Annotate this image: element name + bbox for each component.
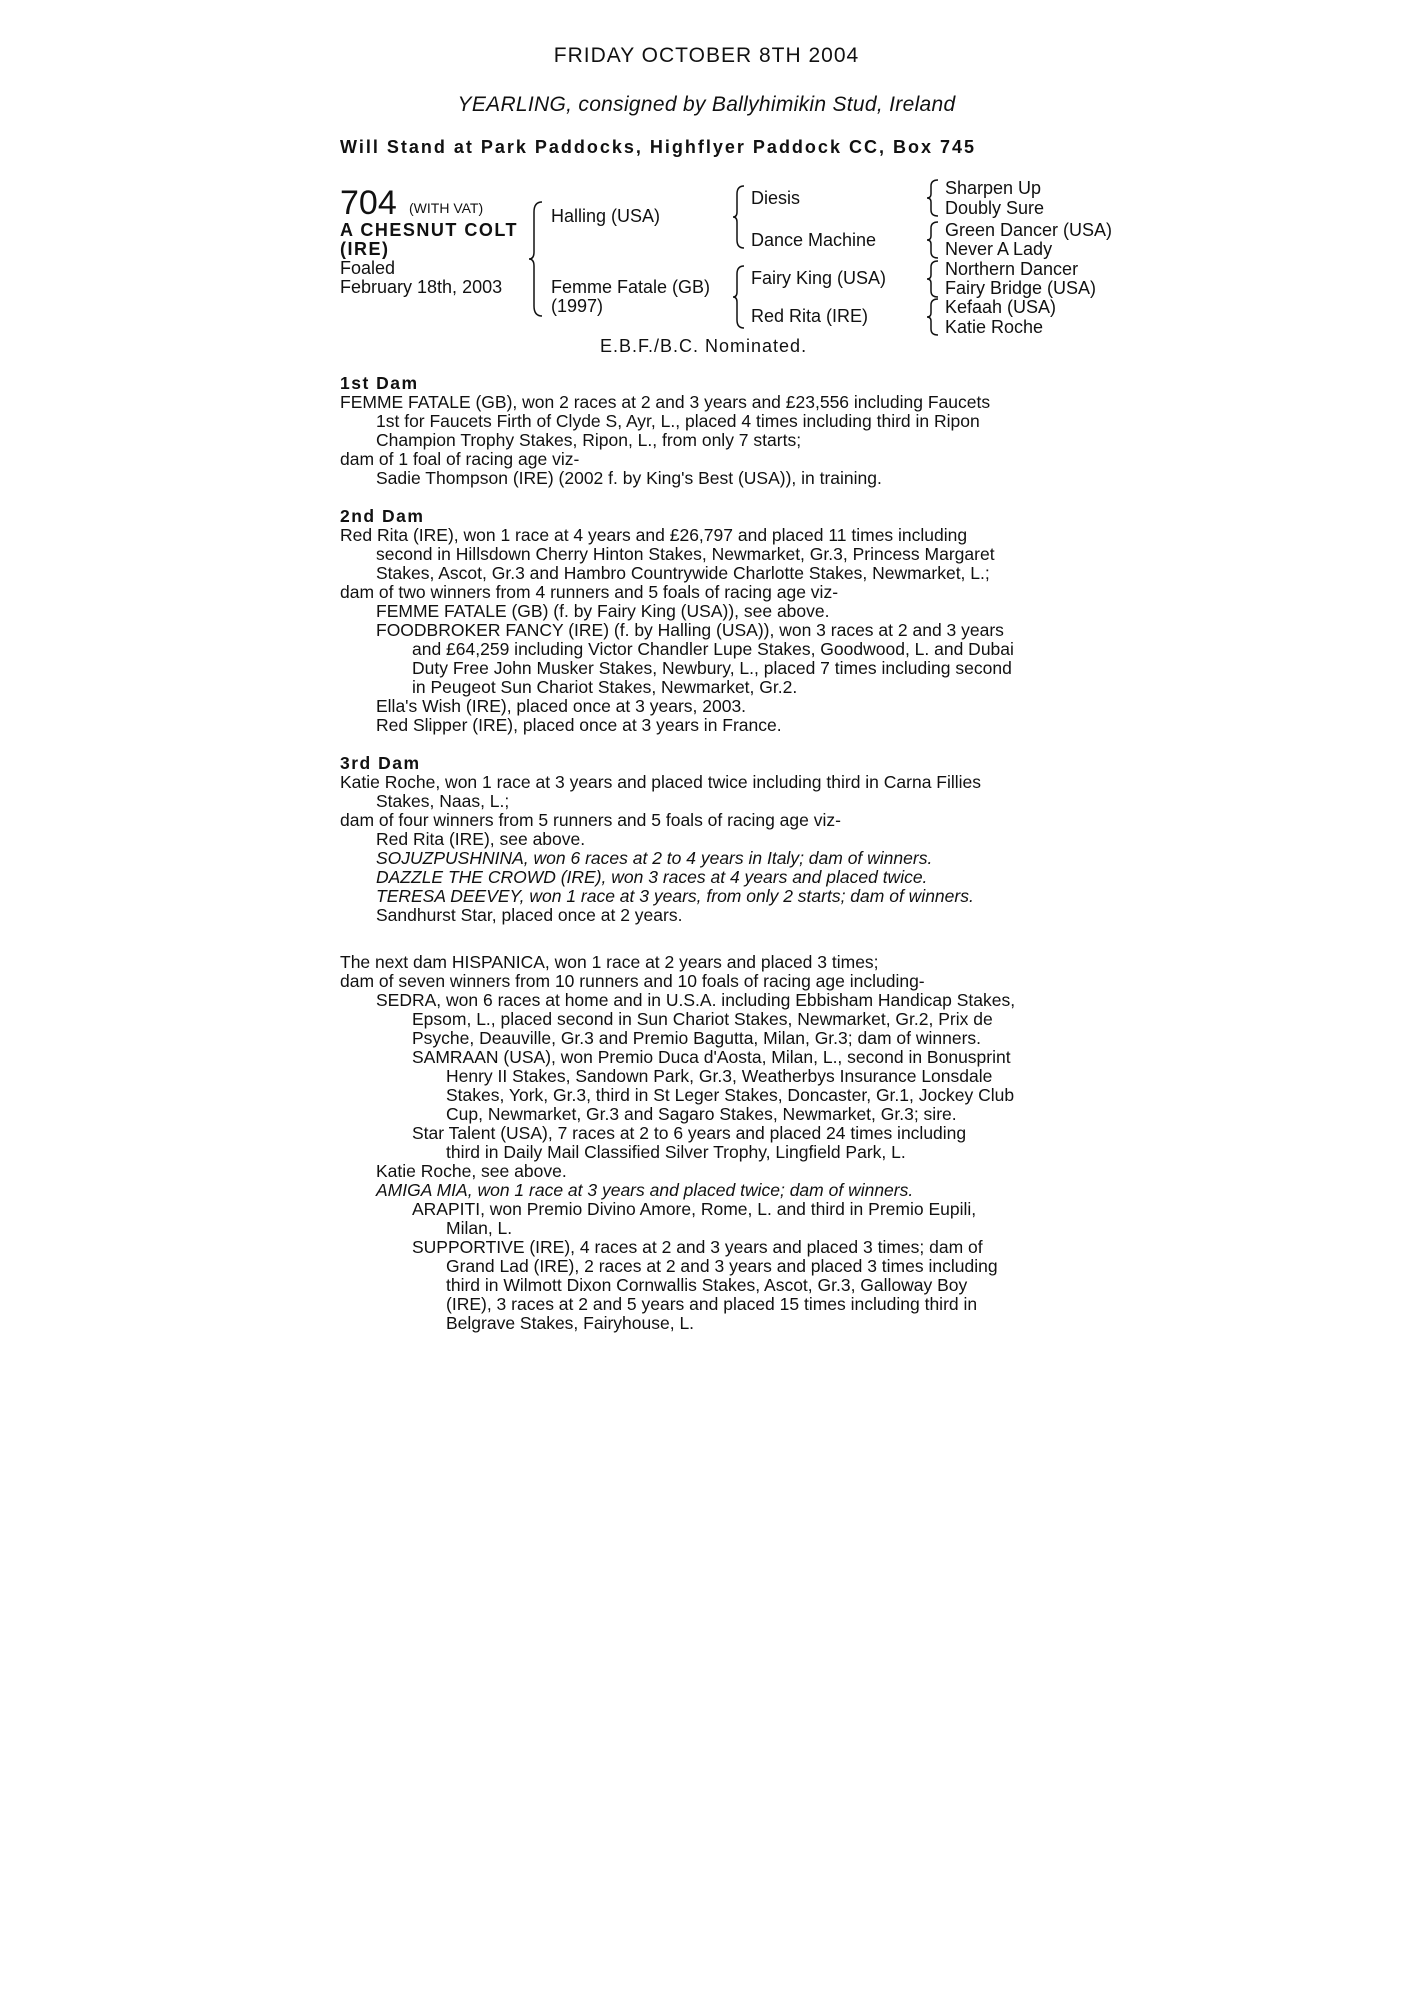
- pedigree-gg3: Green Dancer (USA): [945, 220, 1113, 240]
- pedigree-dam-year: (1997): [551, 296, 604, 316]
- foaled-label: Foaled: [340, 258, 396, 278]
- text-line: ARAPITI, won Premio Divino Amore, Rome, L. and third in Premio Eupili,: [412, 1199, 977, 1219]
- pedigree-gg8: Katie Roche: [945, 317, 1044, 337]
- text-line: SOJUZPUSHNINA, won 6 races at 2 to 4 years in Italy; dam of winners.: [376, 848, 933, 868]
- text-line: Duty Free John Musker Stakes, Newbury, L., placed 7 times including second: [412, 658, 1012, 678]
- consignment-line: YEARLING, consigned by Ballyhimikin Stud, Ireland: [457, 93, 956, 116]
- text-line: Stakes, Naas, L.;: [376, 791, 510, 811]
- text-line: (IRE), 3 races at 2 and 5 years and placed 15 times including third in: [446, 1294, 978, 1314]
- pedigree-table: [0, 0, 1413, 360]
- text-line: Sadie Thompson (IRE) (2002 f. by King's Best (USA)), in training.: [376, 468, 882, 488]
- pedigree-bracket-g34: [925, 220, 941, 260]
- text-line: Milan, L.: [446, 1218, 513, 1238]
- pedigree-gg1: Sharpen Up: [945, 178, 1042, 198]
- text-line: Belgrave Stakes, Fairyhouse, L.: [446, 1313, 695, 1333]
- text-line: AMIGA MIA, won 1 race at 3 years and placed twice; dam of winners.: [376, 1180, 914, 1200]
- text-line: 1st for Faucets Firth of Clyde S, Ayr, L., placed 4 times including third in Ripon: [376, 411, 980, 431]
- text-line: dam of two winners from 4 runners and 5 foals of racing age viz-: [340, 582, 839, 602]
- section-heading: 3rd Dam: [340, 753, 421, 773]
- text-line: Red Rita (IRE), won 1 race at 4 years and £26,797 and placed 11 times including: [340, 525, 968, 545]
- text-line: Katie Roche, see above.: [376, 1161, 567, 1181]
- section-heading: 2nd Dam: [340, 506, 425, 526]
- pedigree-dam: Femme Fatale (GB): [551, 277, 711, 297]
- text-line: Henry II Stakes, Sandown Park, Gr.3, Weatherbys Insurance Lonsdale: [446, 1066, 993, 1086]
- stand-location: Will Stand at Park Paddocks, Highflyer Paddock CC, Box 745: [340, 137, 976, 157]
- text-line: SUPPORTIVE (IRE), 4 races at 2 and 3 years and placed 3 times; dam of: [412, 1237, 983, 1257]
- text-line: Red Slipper (IRE), placed once at 3 years in France.: [376, 715, 782, 735]
- text-line: second in Hillsdown Cherry Hinton Stakes, Newmarket, Gr.3, Princess Margaret: [376, 544, 995, 564]
- first-dam-section: [340, 374, 1080, 488]
- text-line: Ella's Wish (IRE), placed once at 3 years, 2003.: [376, 696, 747, 716]
- text-line: Champion Trophy Stakes, Ripon, L., from only 7 starts;: [376, 430, 802, 450]
- pedigree-gg6: Fairy Bridge (USA): [945, 278, 1097, 298]
- text-line: SEDRA, won 6 races at home and in U.S.A. including Ebbisham Handicap Stakes,: [376, 990, 1016, 1010]
- text-line: third in Wilmott Dixon Cornwallis Stakes, Ascot, Gr.3, Galloway Boy: [446, 1275, 968, 1295]
- text-line: Cup, Newmarket, Gr.3 and Sagaro Stakes, Newmarket, Gr.3; sire.: [446, 1104, 957, 1124]
- text-line: DAZZLE THE CROWD (IRE), won 3 races at 4 years and placed twice.: [376, 867, 928, 887]
- text-line: Sandhurst Star, placed once at 2 years.: [376, 905, 683, 925]
- sale-date: FRIDAY OCTOBER 8TH 2004: [553, 44, 860, 67]
- third-dam-section: [340, 754, 1080, 925]
- text-line: FEMME FATALE (GB) (f. by Fairy King (USA)), see above.: [376, 601, 830, 621]
- text-line: Stakes, York, Gr.3, third in St Leger Stakes, Doncaster, Gr.1, Jockey Club: [446, 1085, 1015, 1105]
- text-line: SAMRAAN (USA), won Premio Duca d'Aosta, Milan, L., second in Bonusprint: [412, 1047, 1011, 1067]
- next-dam-section: [340, 953, 1080, 1333]
- text-line: FEMME FATALE (GB), won 2 races at 2 and 3 years and £23,556 including Faucets: [340, 392, 991, 412]
- text-line: Star Talent (USA), 7 races at 2 to 6 years and placed 24 times including: [412, 1123, 967, 1143]
- pedigree-gg7: Kefaah (USA): [945, 297, 1057, 317]
- text-line: Epsom, L., placed second in Sun Chariot Stakes, Newmarket, Gr.2, Prix de: [412, 1009, 993, 1029]
- pedigree-bracket-g12: [925, 178, 941, 218]
- text-line: Katie Roche, won 1 race at 3 years and placed twice including third in Carna Fillies: [340, 772, 982, 792]
- text-line: in Peugeot Sun Chariot Stakes, Newmarket, Gr.2.: [412, 677, 798, 697]
- pedigree-dam-sire: Fairy King (USA): [751, 268, 887, 288]
- pedigree-dam-dam: Red Rita (IRE): [751, 306, 869, 326]
- text-line: Psyche, Deauville, Gr.3 and Premio Bagutta, Milan, Gr.3; dam of winners.: [412, 1028, 982, 1048]
- pedigree-gg2: Doubly Sure: [945, 198, 1045, 218]
- pedigree-bracket-sire: [730, 184, 748, 250]
- text-line: Grand Lad (IRE), 2 races at 2 and 3 years and placed 3 times including: [446, 1256, 998, 1276]
- pedigree-sire-sire: Diesis: [751, 188, 801, 208]
- foaled-date: February 18th, 2003: [340, 277, 503, 297]
- text-line: TERESA DEEVEY, won 1 race at 3 years, from only 2 starts; dam of winners.: [376, 886, 974, 906]
- family-record: [340, 374, 1080, 1352]
- pedigree-gg5: Northern Dancer: [945, 259, 1079, 279]
- nomination-note: E.B.F./B.C. Nominated.: [600, 336, 808, 356]
- text-line: third in Daily Mail Classified Silver Trophy, Lingfield Park, L.: [446, 1142, 906, 1162]
- pedigree-bracket-g78: [925, 297, 941, 337]
- text-line: Stakes, Ascot, Gr.3 and Hambro Countrywide Charlotte Stakes, Newmarket, L.;: [376, 563, 990, 583]
- pedigree-sire: Halling (USA): [551, 206, 661, 226]
- second-dam-section: [340, 507, 1080, 735]
- pedigree-sire-dam: Dance Machine: [751, 230, 877, 250]
- text-line: dam of seven winners from 10 runners and 10 foals of racing age including-: [340, 971, 925, 991]
- text-line: dam of four winners from 5 runners and 5 foals of racing age viz-: [340, 810, 841, 830]
- section-heading: 1st Dam: [340, 373, 419, 393]
- pedigree-gg4: Never A Lady: [945, 239, 1053, 259]
- pedigree-bracket-main: [526, 200, 546, 318]
- lot-breeding-country: (IRE): [340, 239, 390, 259]
- vat-note: (WITH VAT): [409, 200, 484, 216]
- pedigree-bracket-dam: [730, 264, 748, 330]
- text-line: dam of 1 foal of racing age viz-: [340, 449, 580, 469]
- text-line: Red Rita (IRE), see above.: [376, 829, 586, 849]
- pedigree-bracket-g56: [925, 259, 941, 299]
- text-line: FOODBROKER FANCY (IRE) (f. by Halling (USA)), won 3 races at 2 and 3 years: [376, 620, 1004, 640]
- text-line: The next dam HISPANICA, won 1 race at 2 years and placed 3 times;: [340, 952, 879, 972]
- lot-description: A CHESNUT COLT: [340, 220, 518, 240]
- text-line: and £64,259 including Victor Chandler Lupe Stakes, Goodwood, L. and Dubai: [412, 639, 1014, 659]
- lot-number: 704: [340, 184, 397, 222]
